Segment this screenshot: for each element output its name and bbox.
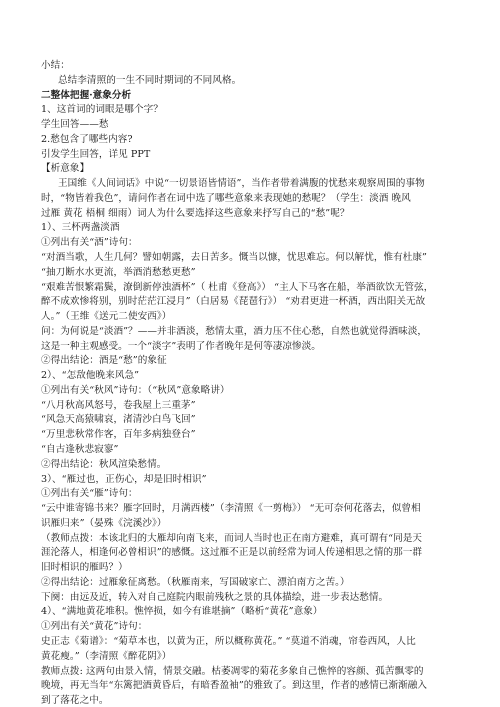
quote-line: “对酒当歌，人生几何？譬如朝露，去日苦多。慨当以慷，忧思难忘。何以解忧，惟有杜康”: [41, 252, 428, 263]
answer-1: 学生回答——愁: [41, 119, 109, 131]
quote-line: 史正志《菊谱》：“菊草本也，以黄为正，所以概称黄花。” “莫道不消魂，帘卷西风，人比: [41, 635, 416, 647]
paragraph-line: 下阕：由远及近，转入对自己庭院内眼前残秋之景的具体描绘，进一步表达愁情。: [41, 591, 389, 603]
conclusion-line: ②得出结论：酒是“愁”的象征: [41, 355, 167, 367]
paragraph-line: 教师点拨: 这两句由景入情，情景交融。枯萎凋零的菊花多象自己憔悴的容颜、孤苦飘零的: [41, 665, 424, 677]
quote-line: “八月秋高风怒号，卷我屋上三重茅”: [41, 399, 196, 411]
summary-text: 总结李清照的一生不同时期词的不同风格。: [58, 74, 242, 86]
list-item: ①列出有关“秋风”诗句：（“秋风”意象略讲）: [41, 384, 230, 396]
paragraph-line: 到了落花之中。: [41, 695, 109, 706]
quote-line: 识雁归来”（晏殊《浣溪沙》）: [41, 517, 167, 529]
paragraph-line: 这是一种主观感受。一个“淡字”表明了作者晚年是何等凄凉惨淡。: [41, 340, 321, 352]
question-1: 1、这首词的词眼是哪个字？: [41, 104, 163, 116]
list-item: ①列出有关“酒”诗句：: [41, 237, 138, 249]
question-2: 2.愁包含了哪些内容?: [41, 133, 133, 145]
quote-line: 黄花瘦。”（李清照《醉花阴》）: [41, 650, 172, 662]
paragraph-line: （教师点拨：本该北归的大雁却向南飞来，而词人当时也正在南方避难，真可谓有“同是天: [41, 532, 423, 544]
paragraph-line: 王国维《人间词话》中说“一切景语皆情语”，当作者带着满腹的忧愁来观察周围的事物: [58, 178, 425, 190]
paragraph-line: 时，“物皆着我色”，请问作者在词中选了哪些意象来表现她的愁呢？（学生：淡酒 晚风: [41, 192, 411, 204]
quote-line: 人。”（王维《送元二使安西》）: [41, 311, 172, 322]
list-item: ①列出有关“黄花”诗句：: [41, 621, 148, 633]
quote-line: “抽刀断水水更流，举酒消愁愁更愁”: [41, 266, 196, 278]
subsection-heading: 3）、“雁过也，正伤心，却是旧时相识”: [41, 473, 207, 485]
paragraph-line: 晚境，再无当年“东篱把酒黄昏后，有暗香盈袖”的雅致了。到这里，作者的感情已渐渐融入: [41, 680, 428, 692]
quote-line: “风急天高猿啸哀，渚清沙白鸟飞回”: [41, 414, 196, 426]
quote-line: “云中谁寄锦书来？雁字回时，月满西楼”（李清照《一剪梅》） “无可奈何花落去，似曾相: [41, 503, 421, 514]
conclusion-line: ②得出结论：秋风渲染愁情。: [41, 458, 167, 470]
section-heading: 二整体把握·意象分析: [41, 89, 132, 101]
subsection-heading: 4）、“满地黄花堆积。憔悴损，如今有谁堪摘”（略析“黄花”意象）: [41, 606, 323, 618]
paragraph-line: 过雁 黄花 梧桐 细雨）词人为什么要选择这些意象来抒写自己的“愁”呢？: [41, 207, 350, 219]
paragraph-line: 涯沦落人，相逢何必曾相识”的感慨。这过雁不正是以前经常为词人传递相思之情的那一群: [41, 547, 423, 559]
conclusion-line: ②得出结论：过雁象征离愁。（秋雁南来，写国破家亡、漂泊南方之苦。）: [41, 576, 350, 588]
quote-line: “万里悲秋常作客，百年多病独登台”: [41, 429, 196, 441]
quote-line: “艰难苦恨繁霜鬓，潦倒新停浊酒杯”（ 杜甫《登高》） “主人下马客在船，举酒欲饮无管弦，: [41, 281, 434, 293]
subsection-heading: 2）、“怎敌他晚来风急”: [41, 370, 140, 382]
paragraph-line: 问：为何说是“淡酒”？——并非酒淡，愁情太重，酒力压不住心愁，自然也就觉得酒味淡，: [41, 325, 428, 337]
summary-heading: 小结：: [41, 60, 70, 71]
quote-line: 醉不成欢惨将别，别时茫茫江浸月”（白居易《琵琶行》） “劝君更进一杯酒，西出阳关无故: [41, 296, 426, 308]
subsection-heading: 1）、三杯两盏淡酒: [41, 222, 120, 234]
list-item: ①列出有关“雁”诗句：: [41, 488, 138, 500]
imagery-heading: 【析意象】: [41, 163, 90, 175]
quote-line: “自古逢秋悲寂寥”: [41, 444, 119, 455]
answer-2: 引发学生回答，详见 PPT: [41, 148, 151, 160]
paragraph-line: 旧时相识的雁吗？）: [41, 562, 128, 574]
